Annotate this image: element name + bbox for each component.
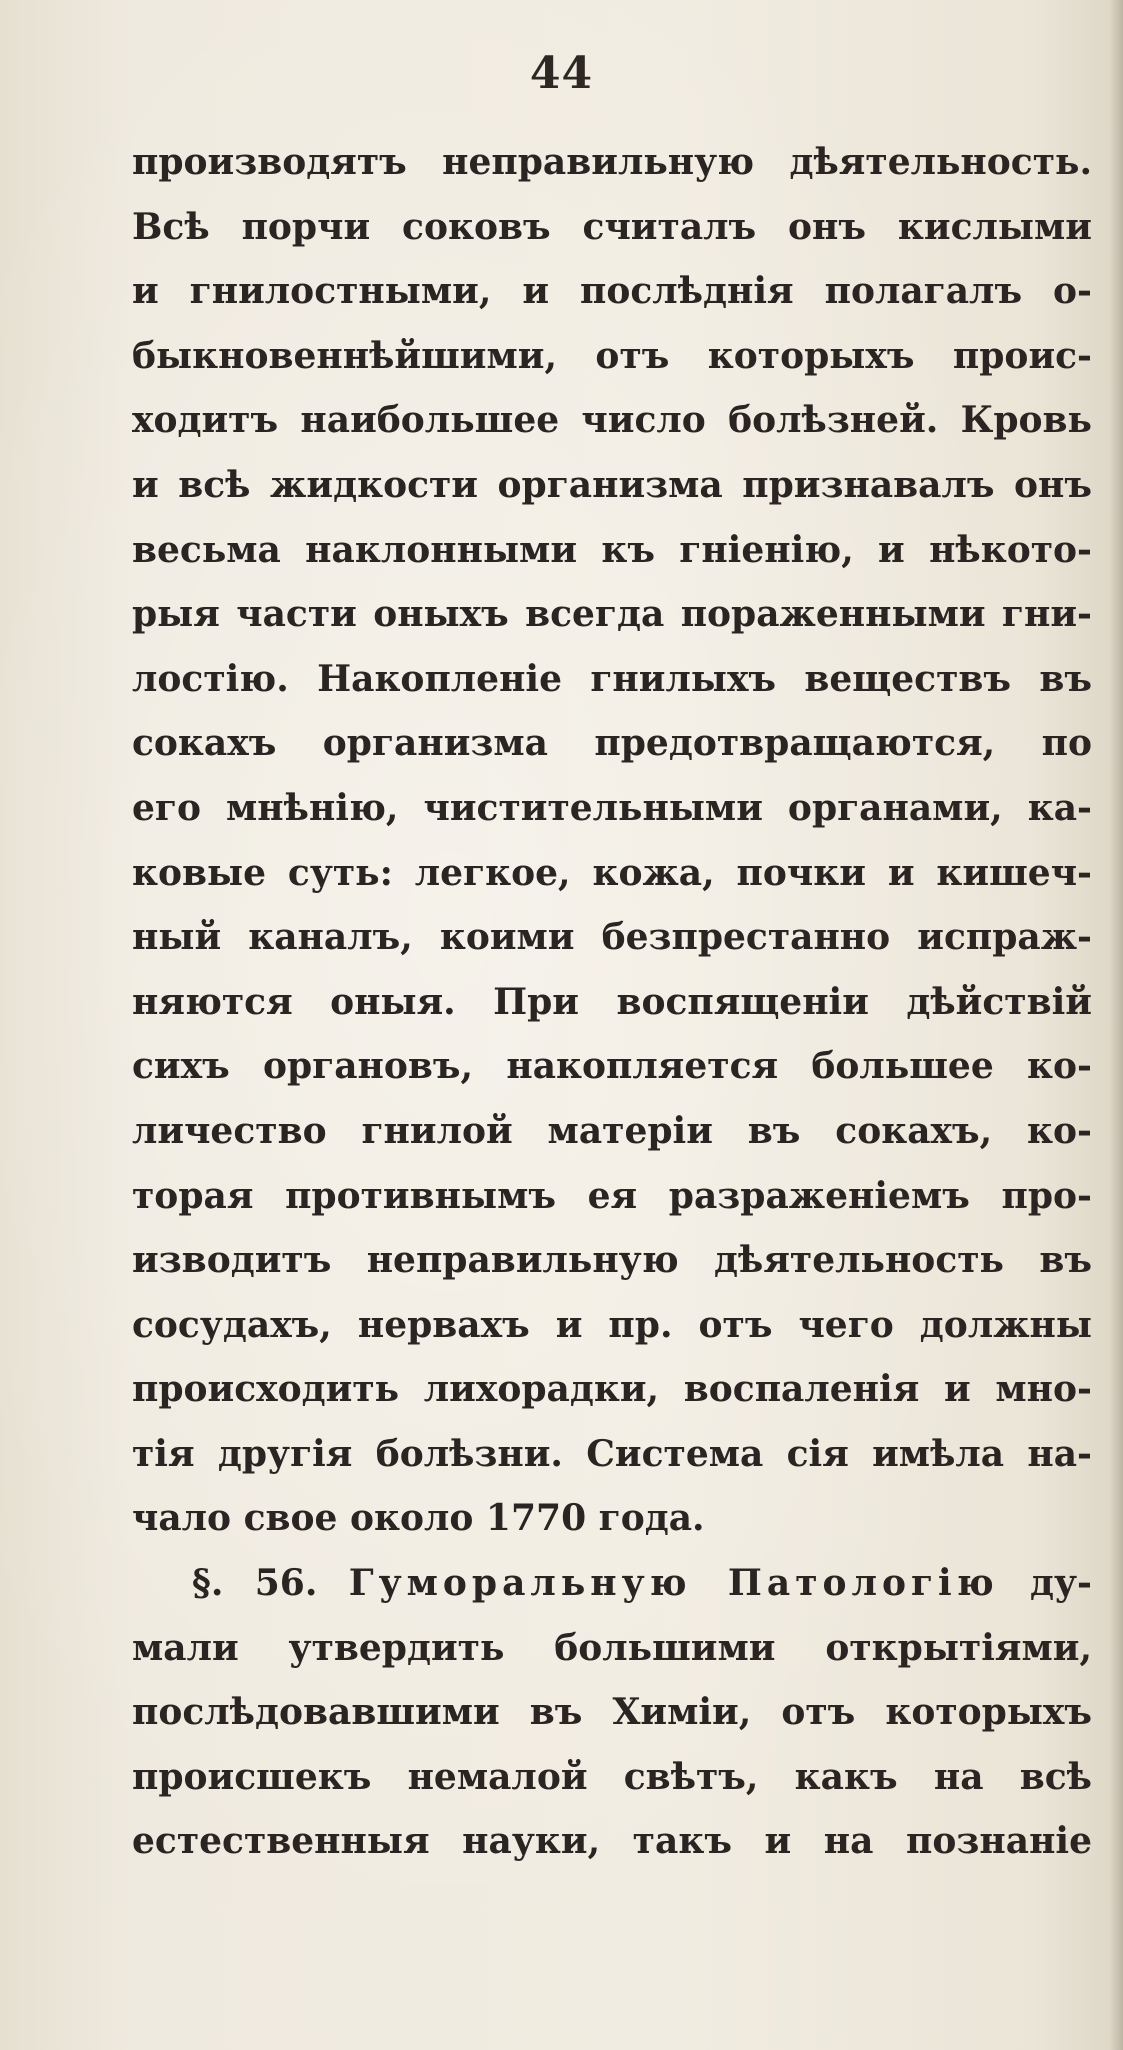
page-edge-shadow bbox=[1109, 0, 1123, 2050]
section-number: §. 56. bbox=[192, 1562, 318, 1605]
spaced-title: Гуморальную Патологію bbox=[348, 1562, 999, 1605]
text-line: сихъ органовъ, накопляется большее ко- bbox=[132, 1045, 1092, 1088]
text-line: происходить лихорадки, воспаленія и мно- bbox=[132, 1368, 1092, 1411]
text-line: ковые суть: легкое, кожа, почки и кишеч- bbox=[132, 851, 1092, 894]
text-line: мали утвердить большими открытіями, bbox=[132, 1626, 1092, 1669]
text-line: происшекъ немалой свѣтъ, какъ на всѣ bbox=[132, 1755, 1092, 1798]
text-line: лостію. Накопленіе гнилыхъ веществъ въ bbox=[132, 657, 1092, 700]
text-line: сосудахъ, нервахъ и пр. отъ чего должны bbox=[132, 1303, 1092, 1346]
text-line-last: чало свое около 1770 года. bbox=[132, 1497, 705, 1540]
text-line: послѣдовавшими въ Химіи, отъ которыхъ bbox=[132, 1691, 1092, 1734]
section-heading-line bbox=[132, 1551, 1092, 1616]
text-line: личество гнилой матеріи въ сокахъ, ко- bbox=[132, 1109, 1092, 1152]
hyphenated-word-start: ду- bbox=[1030, 1562, 1092, 1605]
text-line: его мнѣнію, чистительными органами, ка- bbox=[132, 786, 1092, 829]
text-line: ный каналъ, коими безпрестанно испраж- bbox=[132, 916, 1092, 959]
page-number: 44 bbox=[529, 48, 594, 99]
text-line: торая противнымъ ея разраженіемъ про- bbox=[132, 1174, 1092, 1217]
text-line: и всѣ жидкости организма признавалъ онъ bbox=[132, 463, 1092, 506]
text-line: тія другія болѣзни. Система сія имѣла на- bbox=[132, 1432, 1092, 1475]
text-line: и гнилостными, и послѣднія полагалъ о- bbox=[132, 270, 1092, 313]
text-line: изводитъ неправильную дѣятельность въ bbox=[132, 1239, 1092, 1282]
text-line: ходитъ наибольшее число болѣзней. Кровь bbox=[132, 399, 1092, 442]
text-line: Всѣ порчи соковъ считалъ онъ кислыми bbox=[132, 205, 1092, 248]
text-line: рыя части оныхъ всегда пораженными гни- bbox=[132, 593, 1092, 636]
text-line: сокахъ организма предотвращаются, по bbox=[132, 722, 1092, 765]
body-text bbox=[132, 130, 1092, 1874]
text-line: производятъ неправильную дѣятельность. bbox=[132, 141, 1092, 183]
text-line: весьма наклонными къ гніенію, и нѣкото- bbox=[132, 528, 1092, 571]
text-line: естественныя науки, такъ и на познаніе bbox=[132, 1820, 1092, 1863]
text-line: няются оныя. При воспященіи дѣйствій bbox=[132, 980, 1092, 1023]
text-line: быкновеннѣйшими, отъ которыхъ проис- bbox=[132, 334, 1092, 377]
